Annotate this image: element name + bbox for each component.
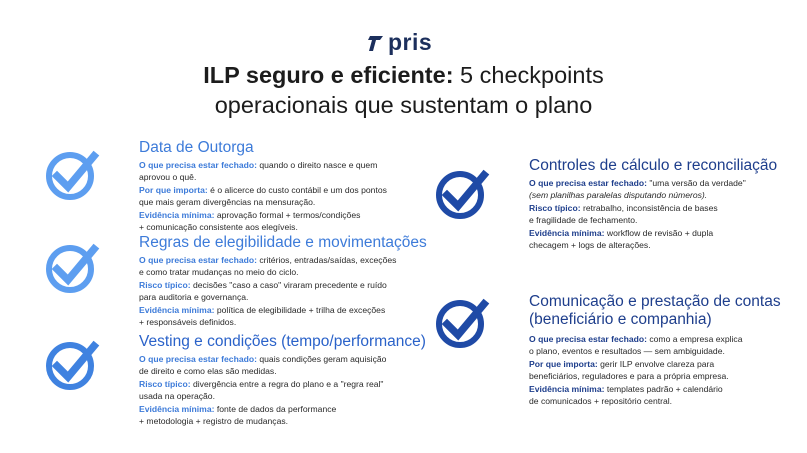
checkpoint-line: que mais geram divergências na mensuração. <box>139 197 316 208</box>
title-rest: 5 checkpoints <box>453 62 604 88</box>
check-circle-icon <box>44 239 100 295</box>
checkpoint-line: Risco típico: retrabalho, inconsistência de bases <box>529 202 718 213</box>
page-title <box>0 60 807 120</box>
checkpoint-line: Risco típico: divergência entre a regra do plano e a "regra real" <box>139 378 384 389</box>
checkpoint-line: O que precisa estar fechado: "uma versão da verdade" <box>529 178 746 188</box>
checkpoint-line: beneficiários, reguladores e para a própria empresa. <box>529 371 729 382</box>
checkpoint-line: Por que importa: gerir ILP envolve clareza para <box>529 358 715 369</box>
checkpoint-line: de comunicados + repositório central. <box>529 396 673 407</box>
checkpoint-line: para auditoria e governança. <box>139 292 249 303</box>
checkpoint-line: O que precisa estar fechado: quais condições geram aquisição <box>139 354 387 364</box>
checkpoint-line: e como tratar mudanças no meio do ciclo. <box>139 267 299 278</box>
checkpoint-line: usada na operação. <box>139 391 215 402</box>
check-circle-icon <box>434 294 490 350</box>
checkpoint-line: Por que importa: é o alicerce do custo contábil e um dos pontos <box>139 184 387 195</box>
check-circle-icon <box>44 146 100 202</box>
checkpoint-line: aprovou o quê. <box>139 172 197 183</box>
checkpoint-title: Comunicação e prestação de contas <box>529 293 781 310</box>
title-line-2: operacionais que sustentam o plano <box>214 92 593 118</box>
checkpoint-line: Risco típico: decisões "caso a caso" viraram precedente e ruído <box>139 279 387 290</box>
checkpoint-line: e fragilidade de fechamento. <box>529 215 638 226</box>
checkpoint-line: O que precisa estar fechado: critérios, entradas/saídas, exceções <box>139 255 397 265</box>
checkpoint-line: Evidência mínima: fonte de dados da performance <box>139 403 337 414</box>
pris-logo-mark-icon <box>368 32 385 52</box>
checkpoint-line: o plano, eventos e resultados — sem ambiguidade. <box>529 346 725 357</box>
checkpoint-line: + comunicação consistente aos elegíveis. <box>139 222 298 233</box>
check-circle-icon <box>44 336 100 392</box>
checkpoint-title: Controles de cálculo e reconciliação <box>529 157 778 174</box>
checkpoint-line: Evidência mínima: workflow de revisão + dupla <box>529 227 714 238</box>
checkpoint-title: Regras de elegibilidade e movimentações <box>139 234 427 251</box>
checkpoint-title: Vesting e condições (tempo/performance) <box>139 333 426 350</box>
title-strong: ILP seguro e eficiente: <box>203 62 454 88</box>
brand-name: pris <box>388 29 433 55</box>
checkpoint-line: Evidência mínima: política de elegibilidade + trilha de exceções <box>139 304 386 315</box>
checkpoint-line: de direito e como elas são medidas. <box>139 366 277 377</box>
title-line-1 <box>0 60 807 90</box>
checkpoint-line: Evidência mínima: aprovação formal + termos/condições <box>139 209 361 220</box>
checkpoint-line: Evidência mínima: templates padrão + calendário <box>529 383 723 394</box>
checkpoint-line: checagem + logs de alterações. <box>529 240 651 251</box>
checkpoint-title: Data de Outorga <box>139 139 254 156</box>
check-circle-icon <box>434 165 490 221</box>
checkpoint-line: + responsáveis definidos. <box>139 317 237 328</box>
checkpoint-line: O que precisa estar fechado: como a empresa explica <box>529 334 743 344</box>
checkpoint-line: (sem planilhas paralelas disputando números). <box>529 190 708 201</box>
checkpoint-line: + metodologia + registro de mudanças. <box>139 416 289 427</box>
checkpoint-title-line-2: (beneficiário e companhia) <box>529 311 712 328</box>
brand-logo <box>368 30 432 54</box>
checkpoint-line: O que precisa estar fechado: quando o direito nasce e quem <box>139 160 378 170</box>
